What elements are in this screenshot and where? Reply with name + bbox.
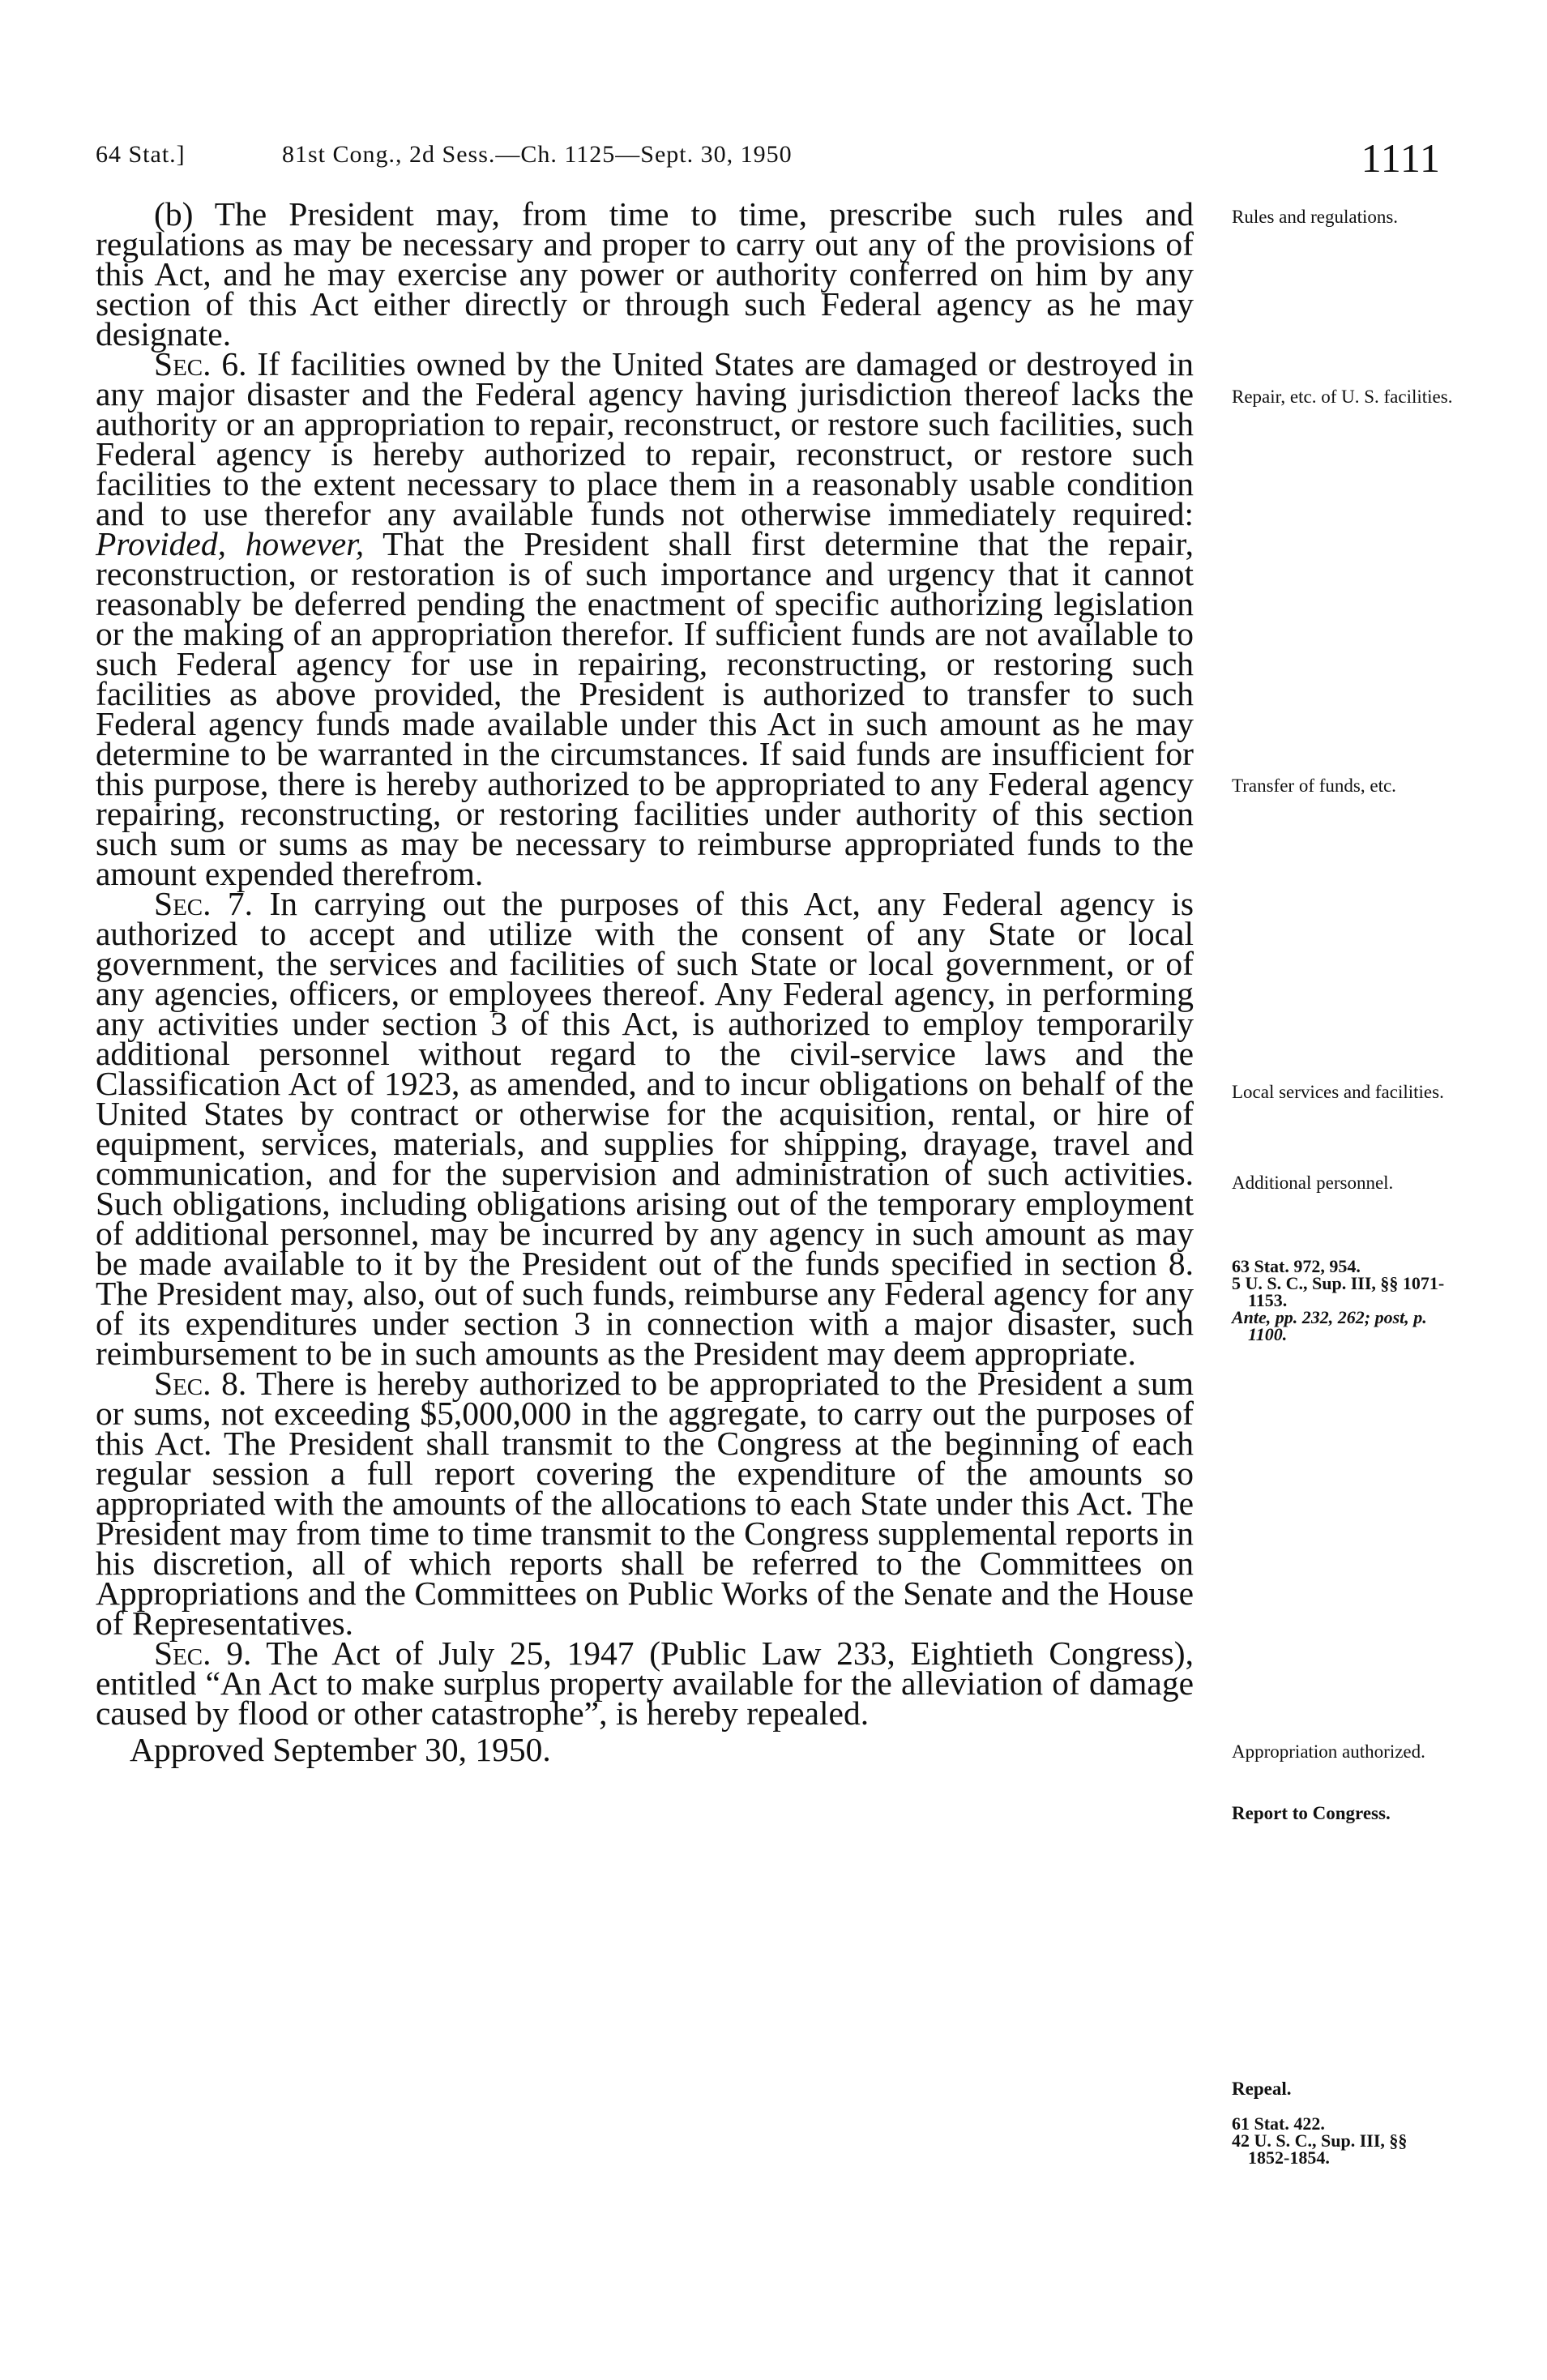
margin-note-appropriation: Appropriation authorized.: [1232, 1741, 1425, 1762]
section-9-text: The Act of July 25, 1947 (Public Law 233, Eightieth Congress), entitled “An Act to make surplus property available for the alleviation of damage caused by flood or other catastrophe”, is hereby repealed.: [96, 1634, 1194, 1732]
section-6-proviso: Provided, however,: [96, 525, 365, 562]
section-8: [96, 1365, 1194, 1642]
section-7-text: In carrying out the purposes of this Act, any Federal agency is authorized to accept and utilize with the consent of any State or local government, the services and facilities of such State or local government, or of any agencies, officers, or employees thereof. Any Federal agency, in performing any activities under section 3 of this Act, is authorized to employ temporarily additional personnel without regard to the civil-service laws and the Classification Act of 1923, as amended, and to incur obligations on behalf of the United States by contract or otherwise for the acquisition, rental, or hire of equipment, services, materials, and supplies for shipping, drayage, travel and communication, and for the supervision and administration of such activities. Such obligations, including obligations arising out of the temporary employment of additional personnel, may be incurred by any agency in such amount as may be made available to it by the President out of the funds specified in section 8. The President may, also, out of such funds, reimburse any Federal agency for any of its expenditures under section 3 in connection with a major disaster, such reimbursement to be in such amounts as the President may deem appropriate.: [96, 885, 1194, 1372]
section-9: [96, 1634, 1194, 1732]
header-volume: 64 Stat.]: [96, 141, 186, 168]
statute-body: [96, 195, 1194, 1768]
section-6-label: Sec. 6.: [154, 345, 247, 382]
margin-note-report: Report to Congress.: [1232, 1803, 1391, 1823]
citation-section-7: [1232, 1258, 1452, 1343]
section-8-text: There is hereby authorized to be appropriated to the President a sum or sums, not exceeding $5,000,000 in the aggregate, to carry out the purposes of this Act. The President shall transmit to the Congress at the beginning of each regular session a full report covering the expenditure of the amounts so appropriated with the amounts of the allocations to each State under this Act. The President may from time to time transmit to the Congress supplemental reports in his discretion, all of which reports shall be referred to the Committees on Appropriations and the Committees on Public Works of the Senate and the House of Representatives.: [96, 1365, 1194, 1642]
citation-section-9-line-2: 42 U. S. C., Sup. III, §§ 1852-1854.: [1232, 2130, 1408, 2168]
section-6-text-2: That the President shall first determine that the repair, reconstruction, or restoration is of such importance and urgency that it cannot reasonably be deferred pending the enactment of specific authorizing legislation or the making of an appropriation therefor. If sufficient funds are not available to such Federal agency for use in repairing, reconstructing, or restoring such facilities as above provided, the President is authorized to transfer to such Federal agency funds made available under this Act in such amount as he may determine to be warranted in the circumstances. If said funds are insufficient for this purpose, there is hereby authorized to be appropriated to any Federal agency repairing, reconstructing, or restoring facilities under authority of this section such sum or sums as may be necessary to reimburse appropriated funds to the amount expended therefrom.: [96, 525, 1194, 892]
page-number: 1111: [1361, 135, 1441, 181]
citation-section-9-line-1: 61 Stat. 422.: [1232, 2113, 1325, 2134]
approval-line: Approved September 30, 1950.: [130, 1731, 551, 1768]
section-8-label: Sec. 8.: [154, 1365, 247, 1402]
paragraph-b: [96, 195, 1194, 353]
margin-note-repair: Repair, etc. of U. S. facilities.: [1232, 387, 1453, 407]
citation-section-9: [1232, 2115, 1452, 2166]
margin-note-personnel: Additional personnel.: [1232, 1173, 1394, 1193]
section-6: [96, 345, 1194, 892]
citation-section-7-line-2: 5 U. S. C., Sup. III, §§ 1071-1153.: [1232, 1273, 1445, 1310]
section-6-text-1: If facilities owned by the United States are damaged or destroyed in any major disaster and the Federal agency having jurisdiction thereof lacks the authority or an appropriation to repair, reconstruct, or restore such facilities, such Federal agency is hereby authorized to repair, reconstruct, or restore such facilities to the extent necessary to place them in a reasonably usable condition and to use therefor any available funds not otherwise immediately required:: [96, 345, 1194, 532]
margin-note-rules: Rules and regulations.: [1232, 207, 1399, 227]
margin-note-transfer: Transfer of funds, etc.: [1232, 776, 1396, 796]
citation-section-7-line-3: Ante, pp. 232, 262; post, p. 1100.: [1232, 1307, 1427, 1344]
section-9-label: Sec. 9.: [154, 1634, 252, 1672]
margin-note-repeal: Repeal.: [1232, 2079, 1292, 2099]
section-7-label: Sec. 7.: [154, 885, 254, 922]
section-7: [96, 885, 1194, 1372]
citation-section-7-line-1: 63 Stat. 972, 954.: [1232, 1256, 1361, 1276]
paragraph-b-text: (b) The President may, from time to time, prescribe such rules and regulations as may be necessary and proper to carry out any of the provisions of this Act, and he may exercise any power or authority conferred on him by any section of this Act either directly or through such Federal agency as he may designate.: [96, 195, 1194, 353]
margin-note-local: Local services and facilities.: [1232, 1082, 1444, 1102]
header-session: 81st Cong., 2d Sess.—Ch. 1125—Sept. 30, 1950: [282, 141, 793, 168]
running-header: [96, 135, 1441, 181]
